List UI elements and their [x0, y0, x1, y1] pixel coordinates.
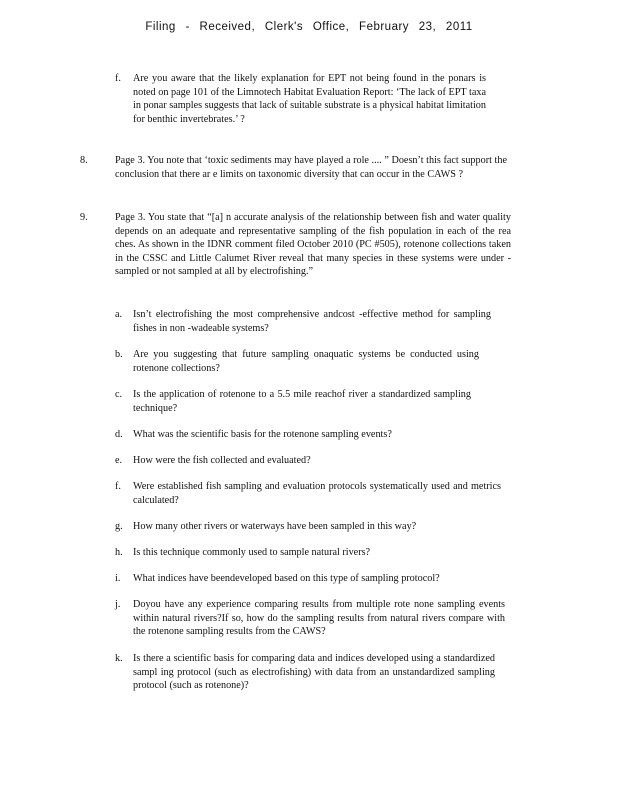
- question-text: Page 3. You state that “[a] n accurate analysis of the relationship between fish and water quality depends on an adequate and representative sampling of the fish population in each of the rea ches. As shown in the IDNR comment filed October 2010 (PC #505), rotenone collections taken in the CSSC and Little Calumet River reveal that many species in these systems were under -sampled or not sampled at all by electrofishing.”: [115, 212, 511, 277]
- item-label: j.: [115, 599, 121, 610]
- question-text: Is the application of rotenone to a 5.5 mile reachof river a standardized sampling technique?: [133, 389, 471, 414]
- question-text: Isn’t electrofishing the most comprehensive andcost -effective method for sampling fishes in non -wadeable systems?: [133, 309, 491, 334]
- question-text: Is there a scientific basis for comparing data and indices developed using a standardized sampl ing protocol (such as electrofishing) with data from an unstandardized sampling protocol (such as rotenone)?: [133, 653, 495, 691]
- item-label: 9.: [80, 212, 88, 223]
- question-text: How many other rivers or waterways have been sampled in this way?: [133, 521, 417, 532]
- item-label: e.: [115, 455, 123, 466]
- question-text: Page 3. You note that ‘toxic sediments may have played a role .... ” Doesn’t this fact support the conclusion that there ar e limits on taxonomic diversity that can occur in the CAWS ?: [115, 155, 507, 180]
- item-label: f.: [115, 73, 121, 84]
- page-header: Filing - Received, Clerk's Office, February 23, 2011: [145, 21, 473, 33]
- question-text: Are you aware that the likely explanation for EPT not being found in the ponars is noted on page 101 of the Limnotech Habitat Evaluation Report: ‘The lack of EPT taxa in ponar samples suggests that lack of suitable substrate is a physical habitat limitation for benthic invertebrates.’ ?: [133, 73, 486, 125]
- question-text: Are you suggesting that future sampling onaquatic systems be conducted using rotenone collections?: [133, 349, 479, 374]
- question-text: Is this technique commonly used to sample natural rivers?: [133, 547, 371, 558]
- question-text: What was the scientific basis for the rotenone sampling events?: [133, 429, 392, 440]
- item-label: k.: [115, 653, 123, 664]
- item-label: i.: [115, 573, 121, 584]
- item-label: d.: [115, 429, 123, 440]
- item-label: f.: [115, 481, 121, 492]
- question-text: How were the fish collected and evaluated?: [133, 455, 311, 466]
- item-label: 8.: [80, 155, 88, 166]
- item-label: a.: [115, 309, 123, 320]
- item-label: g.: [115, 521, 123, 532]
- item-label: c.: [115, 389, 123, 400]
- question-text: What indices have beendeveloped based on this type of sampling protocol?: [133, 573, 440, 584]
- question-text: Were established fish sampling and evaluation protocols systematically used and metrics calculated?: [133, 481, 501, 506]
- item-label: b.: [115, 349, 123, 360]
- item-label: h.: [115, 547, 123, 558]
- question-text: Doyou have any experience comparing results from multiple rote none sampling events within natural rivers?If so, how do the sampling results from natural rivers compare with the rotenone sampling results from the CAWS?: [133, 599, 505, 637]
